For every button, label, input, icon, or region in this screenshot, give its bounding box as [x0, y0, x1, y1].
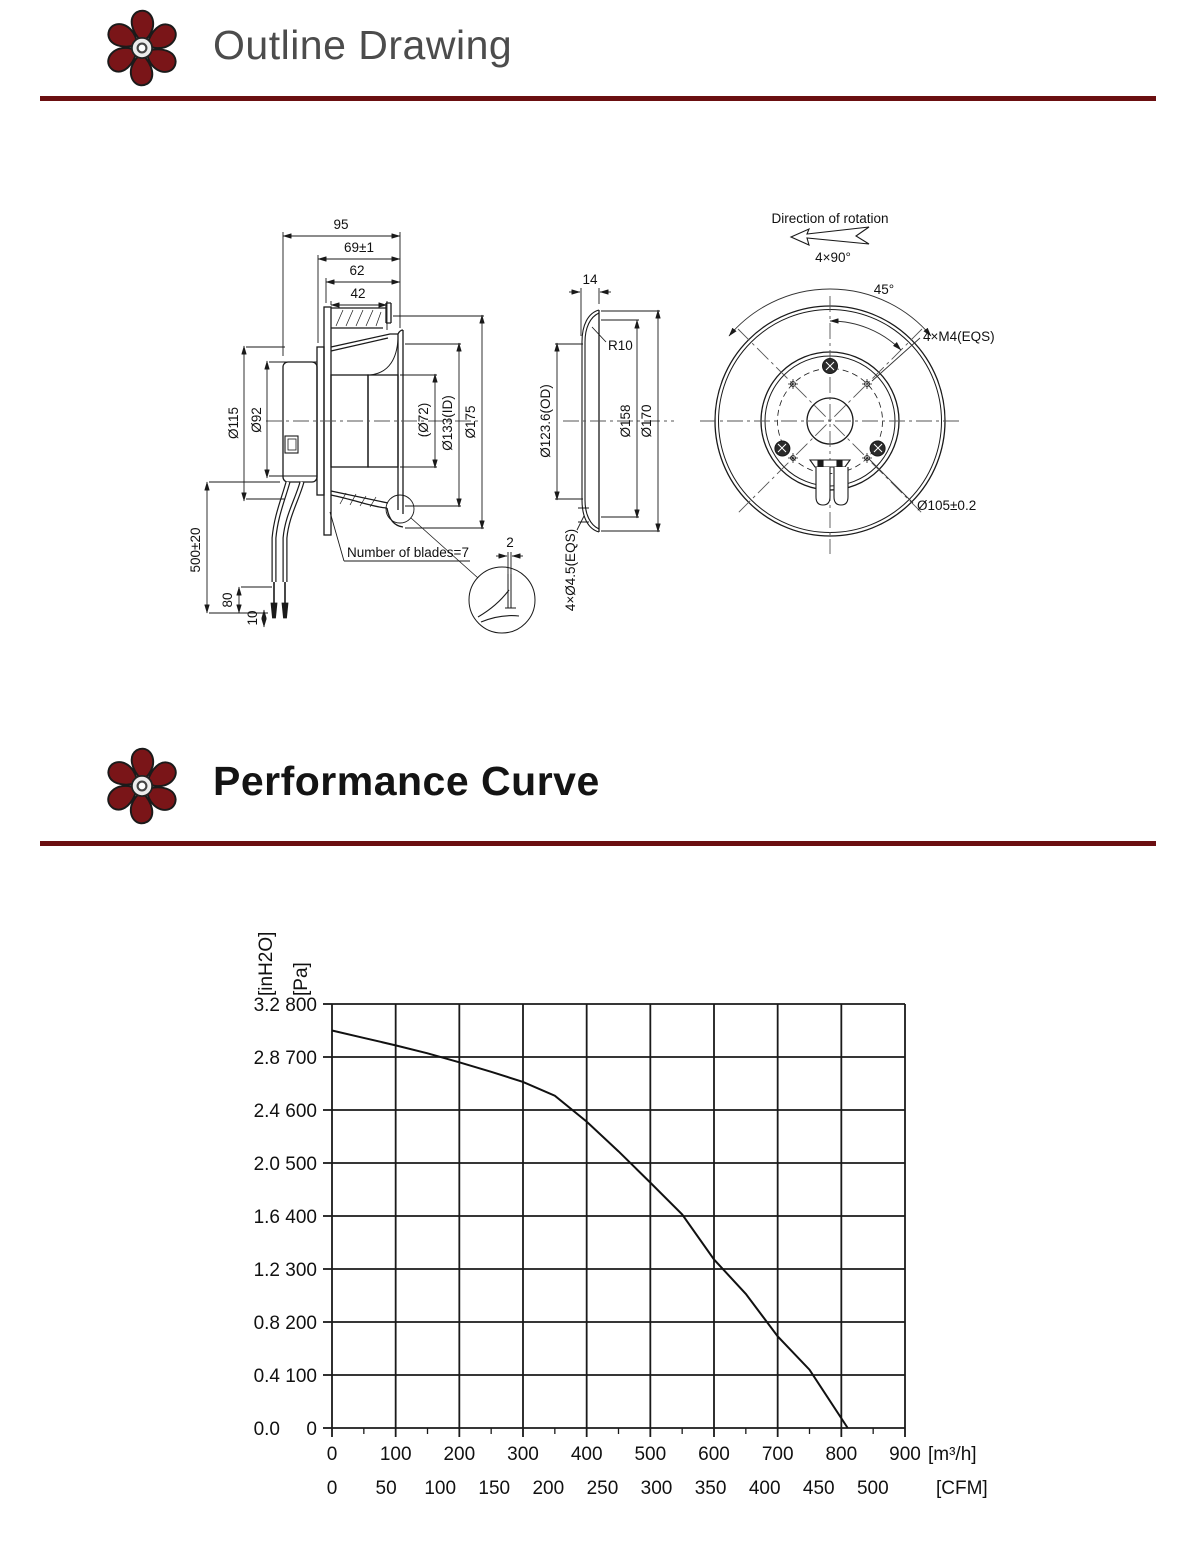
dim-10-label: 10: [245, 610, 260, 626]
dim-r10-label: R10: [608, 338, 633, 353]
dim-95-label: 95: [333, 217, 349, 232]
cfm-tick-label: 200: [532, 1478, 565, 1499]
fan-logo-icon: [97, 742, 187, 830]
pa-tick-label: 300: [285, 1260, 317, 1281]
pa-tick-label: 400: [285, 1207, 317, 1228]
inh2o-axis-unit-label: [inH2O]: [256, 931, 277, 996]
performance-section-title: Performance Curve: [213, 758, 600, 804]
side-section-view: [266, 303, 535, 633]
cfm-tick-label: 500: [856, 1478, 889, 1499]
inh2o-tick-label: 2.0: [253, 1154, 280, 1175]
dim-14-label: 14: [582, 272, 598, 287]
x-tick-label: 100: [379, 1444, 412, 1465]
cfm-tick-label: 250: [586, 1478, 619, 1499]
pa-tick-label: 500: [285, 1154, 317, 1175]
arc-45: [830, 321, 901, 350]
blades-note-label: Number of blades=7: [347, 545, 469, 560]
dim-d170-label: Ø170: [639, 404, 654, 438]
x-tick-label: 300: [507, 1444, 539, 1465]
pa-tick-label: 0: [306, 1419, 317, 1440]
dim-4x90-label: 4×90°: [815, 250, 851, 265]
blade-detail-bubble: [469, 567, 535, 633]
dim-d72-label: (Ø72): [416, 402, 431, 438]
section-divider: [40, 96, 1156, 101]
inh2o-tick-label: 0.4: [253, 1366, 280, 1387]
section-divider: [40, 841, 1156, 846]
dim-d105-label: Ø105±0.2: [917, 498, 977, 513]
pa-tick-label: 700: [285, 1048, 317, 1069]
dim-d92-label: Ø92: [249, 407, 264, 433]
inh2o-tick-label: 2.8: [253, 1048, 280, 1069]
dim-holes-label: 4×Ø4.5(EQS): [563, 528, 578, 612]
performance-section-header: [0, 740, 1200, 860]
cfm-tick-label: 0: [326, 1478, 338, 1499]
dim-d123-label: Ø123.6(OD): [538, 384, 553, 458]
x-tick-label: 700: [761, 1444, 794, 1465]
dim-d133-label: Ø133(ID): [440, 395, 455, 451]
cfm-tick-label: 450: [802, 1478, 835, 1499]
x-tick-label: 400: [570, 1444, 603, 1465]
dim-69-label: 69±1: [344, 240, 374, 255]
x-tick-label: 0: [326, 1444, 338, 1465]
x-tick-label: 800: [825, 1444, 858, 1465]
front-view-labels: [771, 211, 994, 513]
x-tick-label: 500: [634, 1444, 667, 1465]
cfm-tick-label: 300: [640, 1478, 673, 1499]
d105-leader: [869, 459, 913, 503]
dim-45-label: 45°: [873, 282, 895, 297]
dim-d175-label: Ø175: [463, 405, 478, 439]
performance-curve: [332, 1031, 848, 1429]
inh2o-tick-label: 1.2: [253, 1260, 280, 1281]
lead-wires: [271, 482, 302, 618]
cfm-tick-label: 100: [424, 1478, 457, 1499]
dim-80-label: 80: [220, 592, 235, 608]
detail-marker-circle: [386, 495, 414, 523]
pa-tick-label: 600: [285, 1101, 317, 1122]
rotation-label: Direction of rotation: [771, 211, 889, 226]
dim-500-label: 500±20: [188, 527, 203, 573]
dim-d115-label: Ø115: [226, 406, 241, 440]
cable-gland: [810, 460, 850, 505]
cfm-tick-label: 400: [748, 1478, 781, 1499]
inh2o-tick-label: 3.2: [253, 995, 280, 1016]
pa-tick-label: 100: [285, 1366, 317, 1387]
fan-logo-icon: [97, 4, 187, 92]
inh2o-tick-label: 2.4: [253, 1101, 280, 1122]
scroll-outlet: [331, 491, 403, 527]
housing-wall: [398, 330, 403, 514]
x-tick-label: 600: [698, 1444, 730, 1465]
cfm-axis-unit-label: [CFM]: [936, 1478, 988, 1499]
outline-drawing-figure: [0, 170, 1200, 730]
pa-tick-label: 800: [285, 995, 317, 1016]
m4-leader: [872, 338, 920, 381]
pa-axis-unit-label: [Pa]: [291, 962, 312, 996]
cfm-tick-label: 350: [694, 1478, 727, 1499]
dim-62-label: 62: [349, 263, 365, 278]
outline-section-header: [0, 0, 1200, 170]
x-axis-unit-label: [m³/h]: [928, 1444, 977, 1465]
x-tick-label: 200: [443, 1444, 476, 1465]
detail-dim-2-label: 2: [506, 535, 514, 550]
inh2o-tick-label: 0.0: [253, 1419, 280, 1440]
x-tick-label: 900: [889, 1444, 921, 1465]
rotation-arrow-icon: [791, 227, 869, 245]
shroud-cone: [331, 334, 398, 351]
inh2o-tick-label: 1.6: [253, 1207, 280, 1228]
inlet-duct: [331, 303, 391, 328]
dim-d158-label: Ø158: [618, 404, 633, 438]
performance-chart: [0, 900, 1200, 1563]
dim-42-label: 42: [350, 286, 366, 301]
pa-tick-label: 200: [285, 1313, 317, 1334]
cfm-tick-label: 150: [478, 1478, 511, 1499]
cfm-tick-label: 50: [375, 1478, 397, 1499]
inh2o-tick-label: 0.8: [253, 1313, 280, 1334]
outline-section-title: Outline Drawing: [213, 22, 513, 68]
motor-body: [283, 362, 317, 482]
dim-m4-label: 4×M4(EQS): [923, 329, 995, 344]
